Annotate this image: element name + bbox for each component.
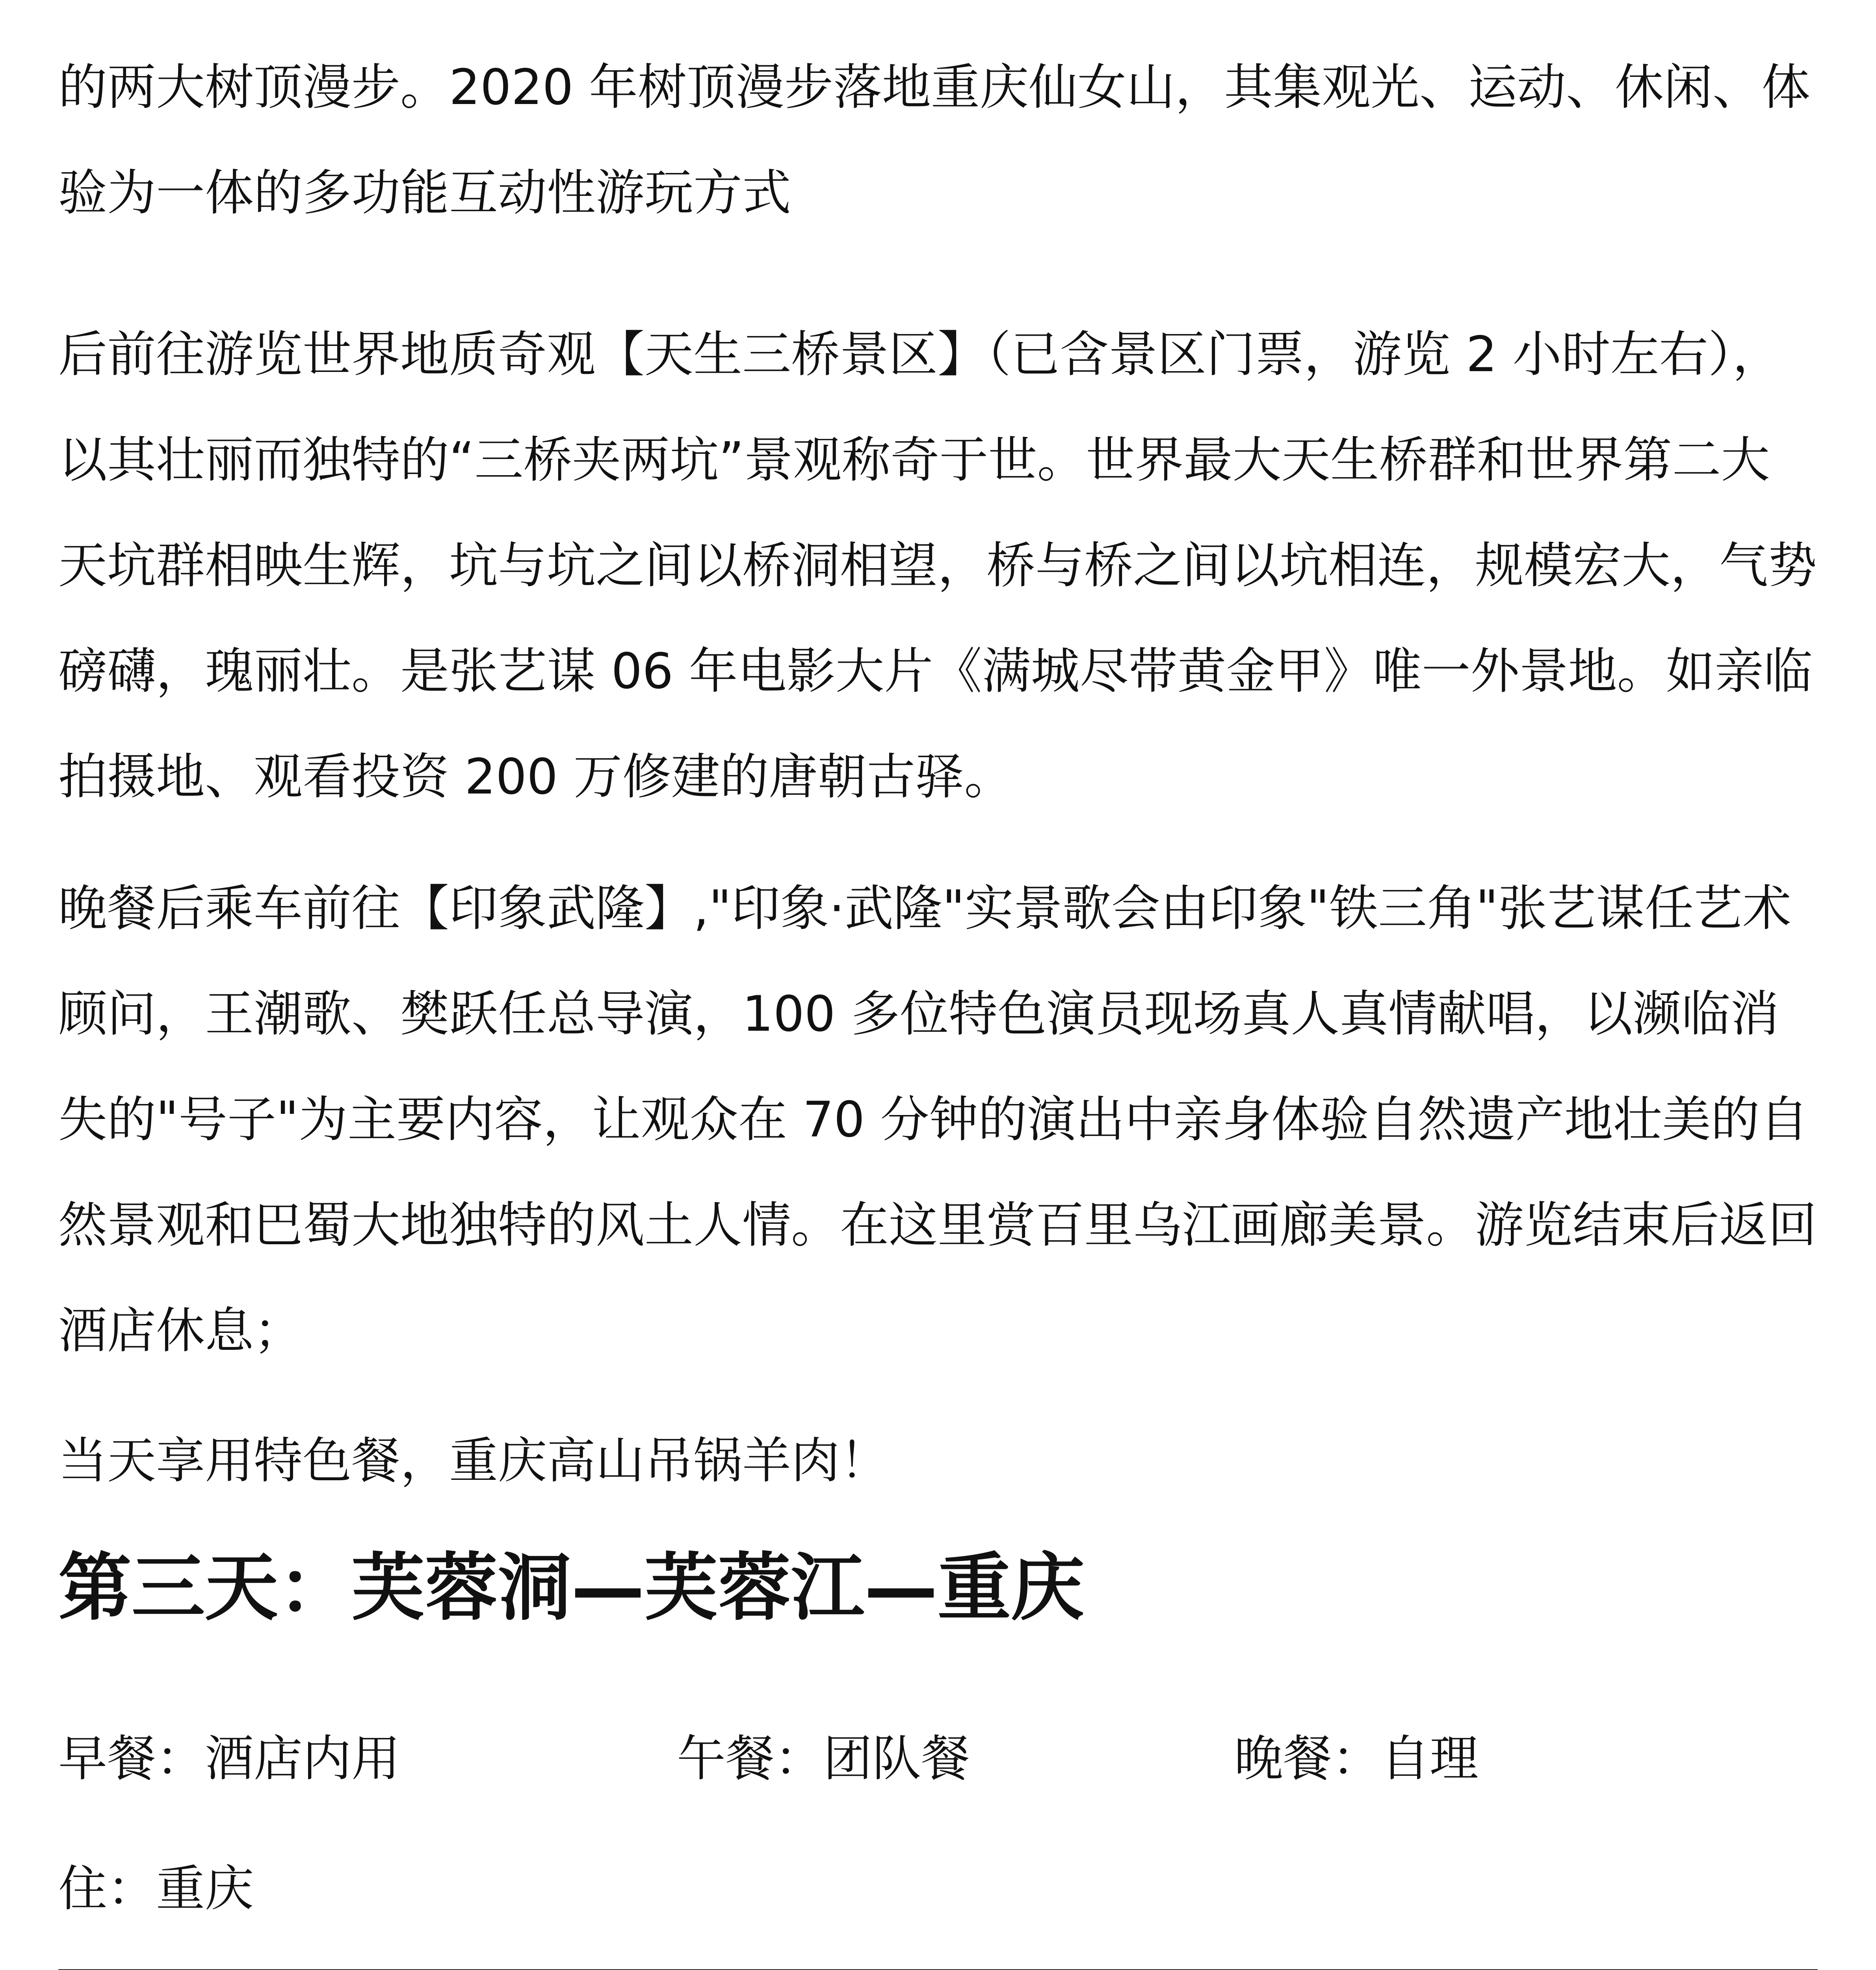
- breakfast-info: 早餐：酒店内用: [58, 1730, 401, 1787]
- lunch-info: 午餐：团队餐: [677, 1730, 970, 1787]
- document-page: [58, 0, 1818, 1970]
- paragraph-impression-wulong: 晚餐后乘车前往【印象武隆】,"印象·武隆"实景歌会由印象"铁三角"张艺谋任艺术顾问，王潮歌、樊跃任总导演，100 多位特色演员现场真人真情献唱，以濒临消失的"号子"为主要内容，让观众在 70 分钟的演出中亲身体验自然遗产地壮美的自然景观和巴蜀大地独特的风土人情。在这里赏百里乌江画廊美景。游览结束后返回酒店休息；: [58, 880, 1817, 1359]
- paragraph-special-meal: 当天享用特色餐，重庆高山吊锅羊肉！: [58, 1433, 889, 1489]
- accommodation-info: 住：重庆: [58, 1860, 254, 1917]
- meals-row: [58, 1706, 1818, 1812]
- day-three-title: 第三天：芙蓉洞—芙蓉江—重庆: [58, 1545, 1085, 1630]
- paragraph-three-bridges: 后前往游览世界地质奇观【天生三桥景区】（已含景区门票，游览 2 小时左右），以其壮丽而独特的“三桥夹两坑”景观称奇于世。世界最大天生桥群和世界第二大天坑群相映生辉，坑与坑之间以桥洞相望，桥与桥之间以坑相连，规模宏大，气势磅礴，瑰丽壮。是张艺谋 06 年电影大片《满城尽带黄金甲》唯一外景地。如亲临拍摄地、观看投资 200 万修建的唐朝古驿。: [58, 326, 1817, 805]
- dinner-info: 晚餐：自理: [1234, 1730, 1479, 1787]
- paragraph-treetop-walk: 的两大树顶漫步。2020 年树顶漫步落地重庆仙女山，其集观光、运动、休闲、体验为一体的多功能互动性游玩方式: [58, 59, 1810, 221]
